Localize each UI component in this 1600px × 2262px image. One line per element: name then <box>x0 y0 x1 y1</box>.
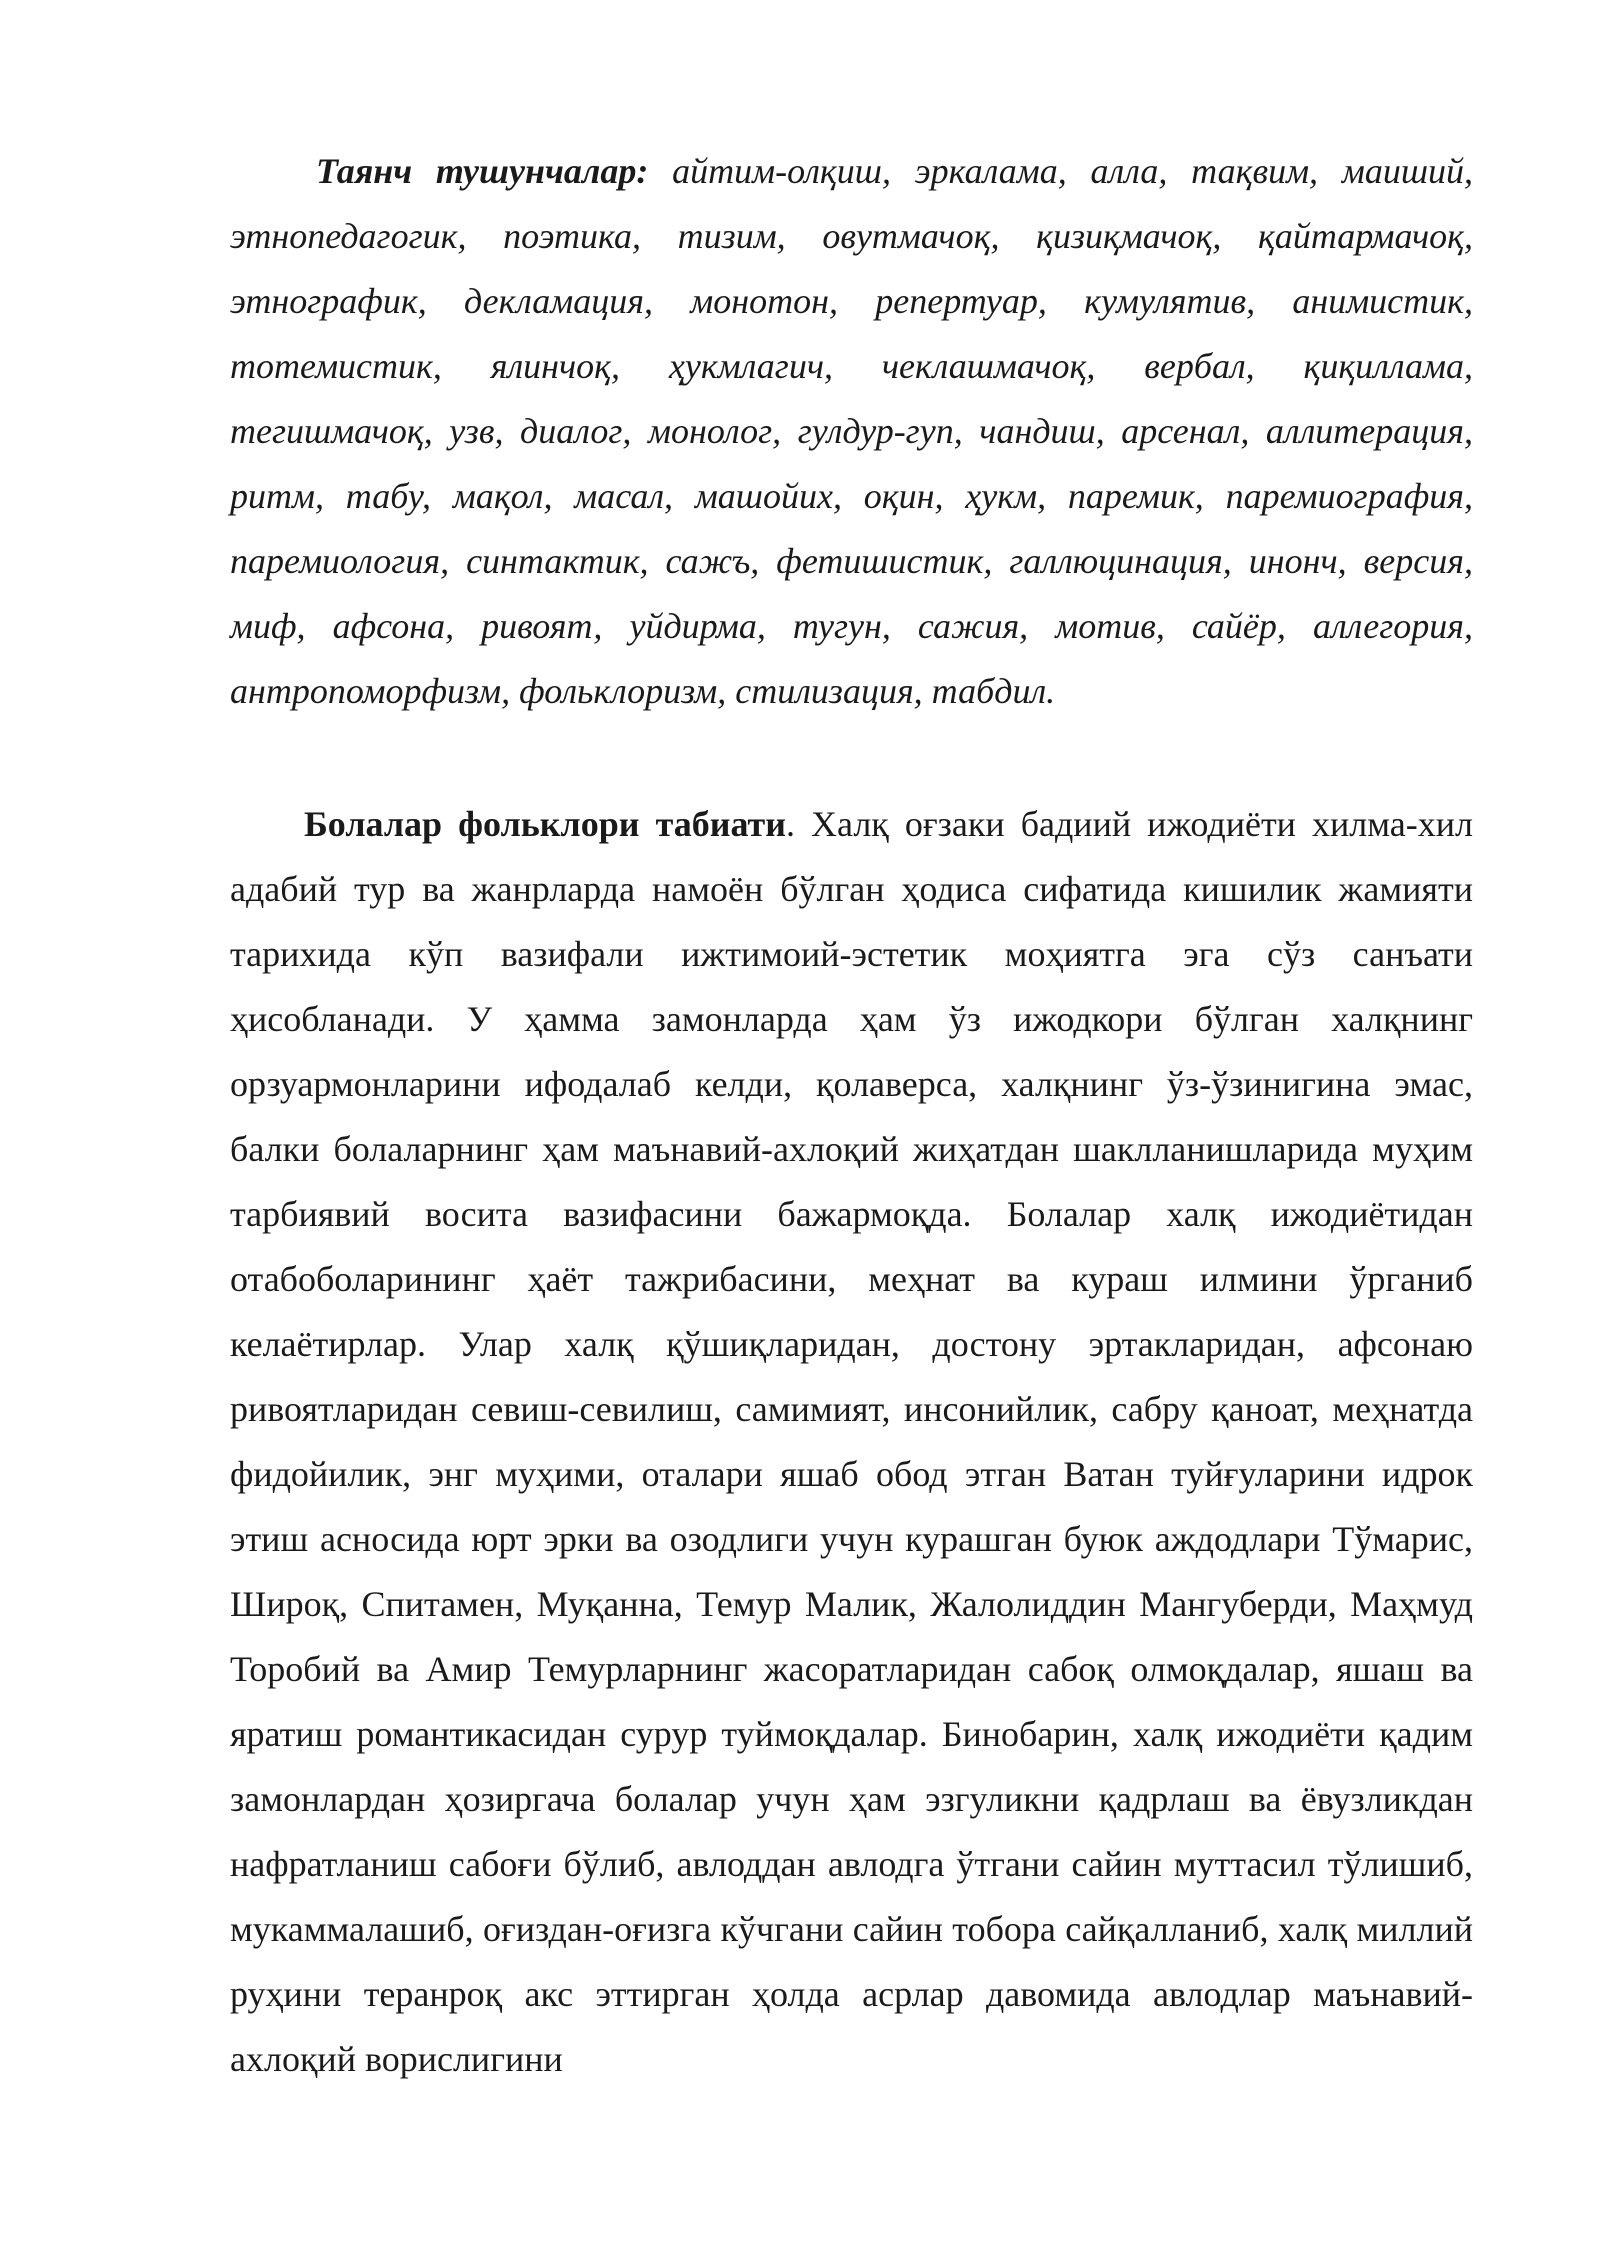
body-paragraph <box>230 792 1473 2092</box>
keywords-paragraph <box>230 139 1473 724</box>
section-heading: Болалар фольклори табиати <box>304 804 786 844</box>
body-text: . Халқ оғзаки бадиий ижодиёти хилма-хил адабий тур ва жанрларда намоён бўлган ҳодиса сифатида кишилик жамияти тарихида кўп вазифали ижтимоий-эстетик моҳиятга эга сўз санъати ҳисобланади. У ҳамма замонларда ҳам ўз ижодкори бўлган халқнинг орзуармонларини ифодалаб келди, қолаверса, халқнинг ўз-ўзинигина эмас, балки болаларнинг ҳам маънавий-ахлоқий жиҳатдан шаклланишларида муҳим тарбиявий восита вазифасини бажармоқда. Болалар халқ ижодиётидан отабоболарининг ҳаёт тажрибасини, меҳнат ва кураш илмини ўрганиб келаётирлар. Улар халқ қўшиқларидан, достону эртакларидан, афсонаю ривоятларидан севиш-севилиш, самимият, инсонийлик, сабру қаноат, меҳнатда фидойилик, энг муҳими, оталари яшаб обод этган Ватан туйғуларини идрок этиш асносида юрт эрки ва озодлиги учун курашган буюк аждодлари Тўмарис, Широқ, Спитамен, Муқанна, Темур Малик, Жалолиддин Мангуберди, Маҳмуд Торобий ва Амир Темурларнинг жасоратларидан сабоқ олмоқдалар, яшаш ва яратиш романтикасидан сурур туймоқдалар. Бинобарин, халқ ижодиёти қадим замонлардан ҳозиргача болалар учун ҳам эзгуликни қадрлаш ва ёвузликдан нафратланиш сабоғи бўлиб, авлоддан авлодга ўтгани сайин муттасил тўлишиб, мукаммалашиб, оғиздан-оғизга кўчгани сайин тобора сайқалланиб, халқ миллий руҳини теранроқ акс эттирган ҳолда асрлар давомида авлодлар маънавий-ахлоқий ворислигини <box>230 804 1473 2079</box>
keywords-list: айтим-олқиш, эркалама, алла, тақвим, маиший, этнопедагогик, поэтика, тизим, овутмачоқ, қизиқмачоқ, қайтармачоқ, этнографик, декламация, монотон, репертуар, кумулятив, анимистик, тотемистик, ялинчоқ, ҳукмлагич, чеклашмачоқ, вербал, қиқиллама, тегишмачоқ, узв, диалог, монолог, гулдур-гуп, чандиш, арсенал, аллитерация, ритм, табу, мақол, масал, машойих, оқин, ҳукм, паремик, паремиография, паремиология, синтактик, сажъ, фетишистик, галлюцинация, инонч, версия, миф, афсона, ривоят, уйдирма, тугун, сажия, мотив, сайёр, аллегория, антропоморфизм, фольклоризм, стилизация, табдил. <box>230 151 1474 711</box>
keywords-heading: Таянч тушунчалар: <box>316 151 649 191</box>
